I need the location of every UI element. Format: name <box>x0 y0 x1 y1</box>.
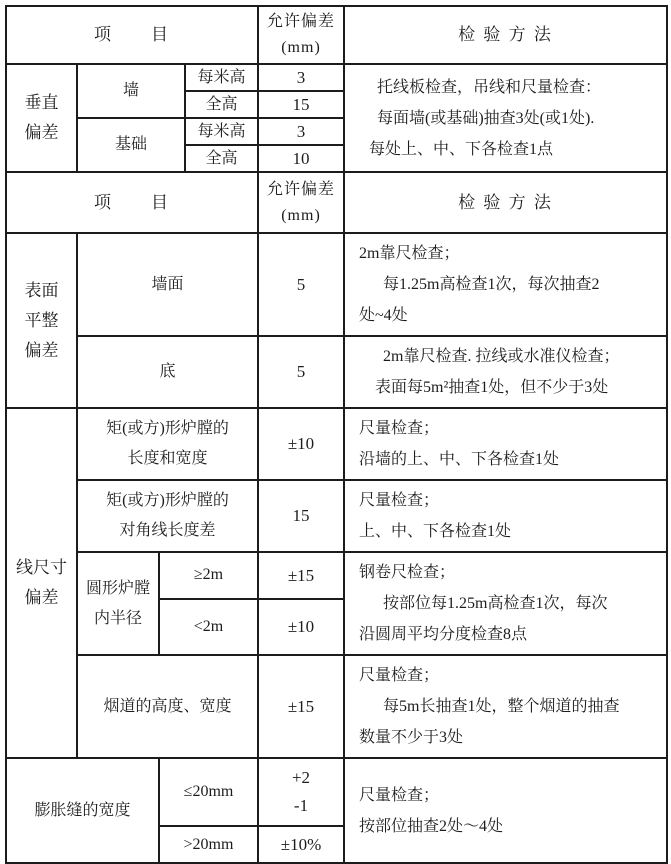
table-row <box>6 64 667 91</box>
surface-flatness-label-cell: 表面 平整 偏差 <box>6 233 77 408</box>
table-row <box>6 172 667 233</box>
radius-lt-2m-value-cell: ±10 <box>258 599 344 655</box>
flue-height-width-value-cell: ±15 <box>258 655 344 758</box>
header-item: 项 目 <box>6 6 258 64</box>
radius-lt-2m-label-cell: <2m <box>159 599 258 655</box>
header2-item: 项 目 <box>6 172 258 233</box>
round-furnace-method-cell: 钢卷尺检查； 按部位每1.25m高检查1次，每次 沿圆周平均分度检查8点 <box>344 552 667 655</box>
wall-full-height-label-cell: 全高 <box>185 91 258 118</box>
rect-furnace-diagonal-method-cell: 尺量检查； 上、中、下各检查1处 <box>344 480 667 552</box>
foundation-full-height-label-cell: 全高 <box>185 145 258 172</box>
header-allowed-deviation-unit: (mm) <box>281 39 321 56</box>
radius-ge-2m-label-cell: ≥2m <box>159 552 258 599</box>
vertical-deviation-label-cell: 垂直 偏差 <box>6 64 77 172</box>
table-row <box>6 655 667 758</box>
table-row <box>6 552 667 599</box>
header-inspection-method: 检 验 方 法 <box>344 6 667 64</box>
header-allowed-deviation <box>258 6 344 64</box>
rect-furnace-length-width-label-cell: 矩(或方)形炉膛的 长度和宽度 <box>77 408 258 480</box>
joint-le-20mm-value-cell: +2 -1 <box>258 758 344 826</box>
bottom-label-cell: 底 <box>77 336 258 408</box>
line-dimension-label-cell: 线尺寸 偏差 <box>6 408 77 758</box>
deviation-inspection-table <box>5 5 668 864</box>
rect-furnace-diagonal-label-cell: 矩(或方)形炉膛的 对角线长度差 <box>77 480 258 552</box>
wall-face-label-cell: 墙面 <box>77 233 258 336</box>
foundation-per-meter-value-cell: 3 <box>258 118 344 145</box>
foundation-full-height-value-cell: 10 <box>258 145 344 172</box>
expansion-joint-width-label-cell: 膨胀缝的宽度 <box>6 758 159 863</box>
wall-face-inspection-method-cell: 2m靠尺检查； 每1.25m高检查1次，每次抽查2 处~4处 <box>344 233 667 336</box>
table-row <box>6 6 667 64</box>
header-allowed-deviation-line1: 允许偏差 <box>266 13 335 30</box>
header2-inspection-method: 检 验 方 法 <box>344 172 667 233</box>
wall-label-cell: 墙 <box>77 64 185 118</box>
rect-furnace-diagonal-value-cell: 15 <box>258 480 344 552</box>
header2-allowed-deviation-unit: (mm) <box>281 206 321 224</box>
table-row <box>6 233 667 336</box>
joint-gt-20mm-label-cell: >20mm <box>159 826 258 863</box>
rect-furnace-length-width-method-cell: 尺量检查； 沿墙的上、中、下各检查1处 <box>344 408 667 480</box>
wall-per-meter-value-cell: 3 <box>258 64 344 91</box>
expansion-joint-method-cell: 尺量检查； 按部位抽查2处～4处 <box>344 758 667 863</box>
table-row <box>6 480 667 552</box>
radius-ge-2m-value-cell: ±15 <box>258 552 344 599</box>
header2-allowed-deviation <box>258 172 344 233</box>
table-row <box>6 408 667 480</box>
table-row <box>6 336 667 408</box>
foundation-label-cell: 基础 <box>77 118 185 172</box>
wall-face-value-cell: 5 <box>258 233 344 336</box>
joint-gt-20mm-value-cell: ±10% <box>258 826 344 863</box>
foundation-per-meter-label-cell: 每米高 <box>185 118 258 145</box>
wall-full-height-value-cell: 15 <box>258 91 344 118</box>
vertical-inspection-method-cell: 托线板检查，吊线和尺量检查： 每面墙(或基础)抽查3处(或1处). 每处上、中、下各检查1点 <box>344 64 667 172</box>
bottom-value-cell: 5 <box>258 336 344 408</box>
table-row <box>6 758 667 826</box>
wall-per-meter-label-cell: 每米高 <box>185 64 258 91</box>
joint-le-20mm-label-cell: ≤20mm <box>159 758 258 826</box>
header2-allowed-deviation-line1: 允许偏差 <box>266 180 335 198</box>
flue-height-width-label-cell: 烟道的高度、宽度 <box>77 655 258 758</box>
rect-furnace-length-width-value-cell: ±10 <box>258 408 344 480</box>
bottom-inspection-method-cell: 2m靠尺检查. 拉线或水准仪检查； 表面每5m²抽查1处，但不少于3处 <box>344 336 667 408</box>
round-furnace-radius-label-cell: 圆形炉膛 内半径 <box>77 552 159 655</box>
flue-method-cell: 尺量检查； 每5m长抽查1处，整个烟道的抽查 数量不少于3处 <box>344 655 667 758</box>
